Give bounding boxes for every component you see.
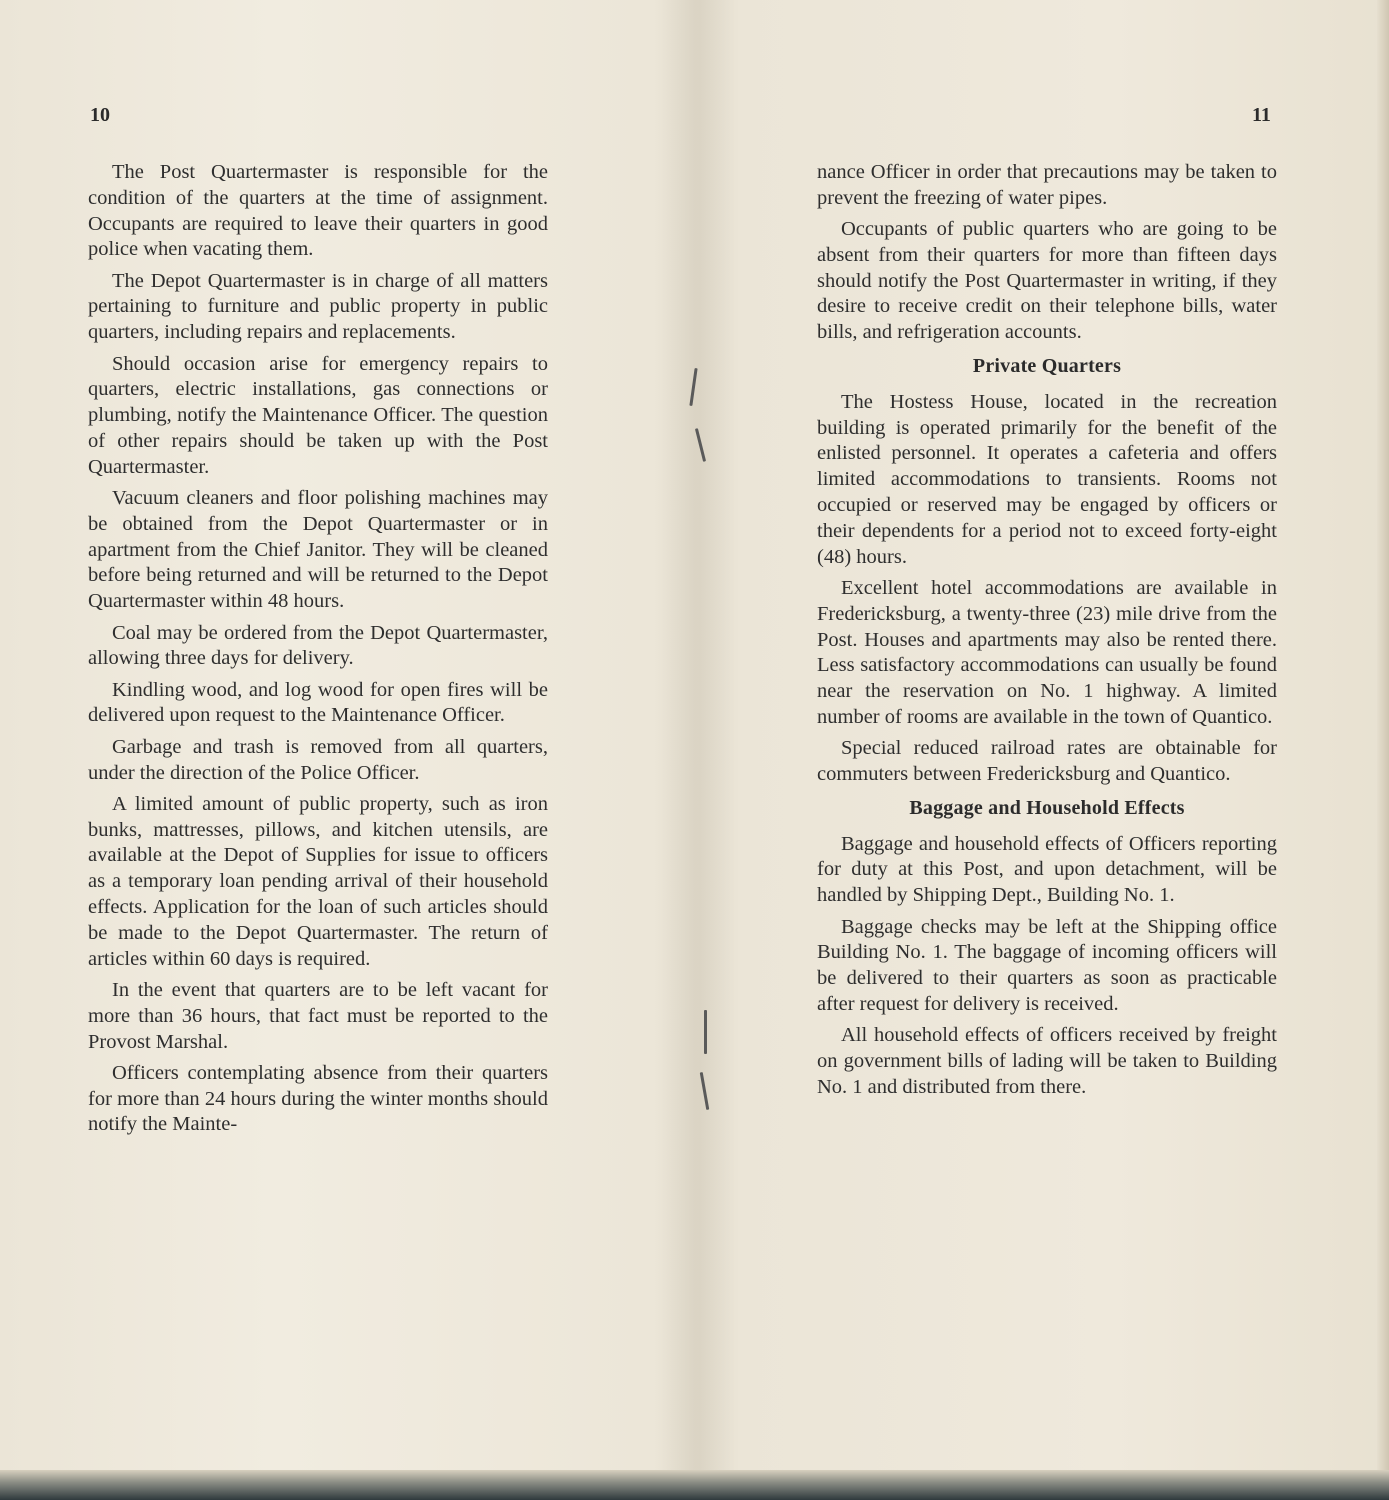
staple-mark [704, 1010, 707, 1054]
page-number-right: 11 [1252, 104, 1271, 126]
spine-gutter [660, 0, 740, 1488]
paragraph: Kindling wood, and log wood for open fires will be delivered upon request to the Maintenance Officer. [88, 678, 548, 727]
page-edge [1377, 0, 1389, 1488]
paragraph: The Hostess House, located in the recreation building is operated primarily for the benefit of the enlisted personnel. It operates a cafeteria and offers limited accommodations to transients. Rooms not occupied or reserved may be engaged by officers or their dependents for a period not to exceed forty-eight (48) hours. [817, 390, 1277, 568]
paragraph: The Depot Quartermaster is in charge of all matters pertaining to furniture and public property in public quarters, including repairs and replacements. [88, 269, 548, 344]
right-page-text [817, 160, 1277, 1106]
section-heading-private-quarters: Private Quarters [972, 355, 1122, 378]
paragraph: Officers contemplating absence from their quarters for more than 24 hours during the winter months should notify the Mainte- [88, 1061, 548, 1136]
paragraph: A limited amount of public property, such as iron bunks, mattresses, pillows, and kitchen utensils, are available at the Depot of Supplies for issue to officers as a temporary loan pending arrival of their household effects. Application for the loan of such articles should be made to the Depot Quartermaster. The return of articles within 60 days is required. [88, 792, 548, 970]
paragraph: All household effects of officers received by freight on government bills of lading will be taken to Building No. 1 and distributed from there. [817, 1024, 1277, 1098]
section-heading-baggage: Baggage and Household Effects [909, 796, 1185, 819]
paragraph: Vacuum cleaners and floor polishing machines may be obtained from the Depot Quartermaster or in apartment from the Chief Janitor. They will be cleaned before being returned and will be returned to the Depot Quartermaster within 48 hours. [88, 487, 548, 613]
paragraph: Baggage and household effects of Officers reporting for duty at this Post, and upon detachment, will be handled by Shipping Dept., Building No. 1. [817, 832, 1277, 907]
paragraph: Baggage checks may be left at the Shipping office Building No. 1. The baggage of incoming officers will be delivered to their quarters as soon as practicable after request for delivery is received. [817, 915, 1277, 1015]
paragraph: Coal may be ordered from the Depot Quartermaster, allowing three days for delivery. [88, 621, 548, 670]
paragraph: The Post Quartermaster is responsible for the condition of the quarters at the time of assignment. Occupants are required to leave their quarters in good police when vacating them. [88, 161, 548, 261]
scan-bottom-edge [0, 1470, 1389, 1500]
paragraph: In the event that quarters are to be left vacant for more than 36 hours, that fact must be reported to the Provost Marshal. [88, 978, 548, 1053]
paragraph: Should occasion arise for emergency repairs to quarters, electric installations, gas connections or plumbing, notify the Maintenance Officer. The question of other repairs should be taken up with the Post Quartermaster. [88, 352, 548, 478]
left-page-text [88, 160, 548, 1144]
paragraph: Excellent hotel accommodations are available in Fredericksburg, a twenty-three (23) mile drive from the Post. Houses and apartments may also be rented there. Less satisfactory accommodations can usually be found near the reservation on No. 1 highway. A limited number of rooms are available in the town of Quantico. [817, 576, 1277, 728]
paragraph-continuation: nance Officer in order that precautions may be taken to prevent the freezing of water pipes. [817, 161, 1277, 209]
paragraph: Garbage and trash is removed from all quarters, under the direction of the Police Officer. [88, 735, 548, 784]
page-number-left: 10 [90, 104, 110, 126]
paragraph: Occupants of public quarters who are going to be absent from their quarters for more than fifteen days should notify the Post Quartermaster in writing, if they desire to receive credit on their telephone bills, water bills, and refrigeration accounts. [817, 218, 1277, 344]
paragraph: Special reduced railroad rates are obtainable for commuters between Fredericksburg and Quantico. [817, 737, 1277, 786]
